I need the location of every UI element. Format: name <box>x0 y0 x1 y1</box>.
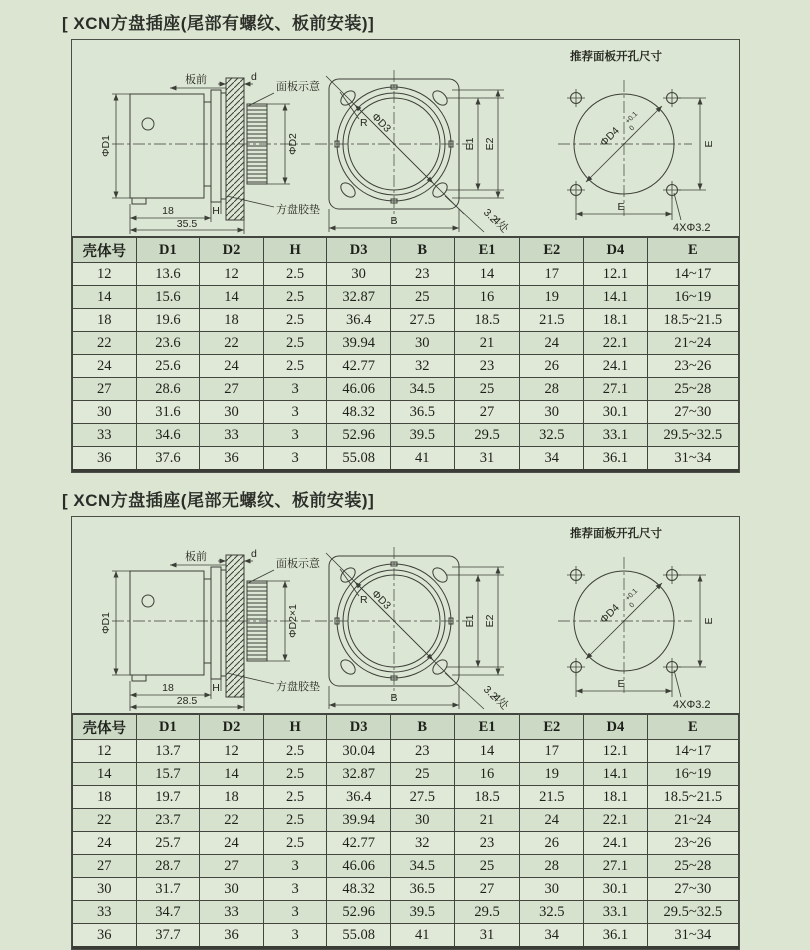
table-row <box>73 286 739 309</box>
dimension-cell: 17 <box>520 740 584 763</box>
dimension-cell: 37.7 <box>136 924 200 948</box>
dimension-cell: 22.1 <box>584 809 648 832</box>
dimension-cell: 25 <box>454 855 520 878</box>
dimension-cell: 28 <box>520 855 584 878</box>
dimension-cell: 21 <box>454 809 520 832</box>
dimension-cell: 2.5 <box>263 740 327 763</box>
dimension-cell: 30 <box>200 878 264 901</box>
dimension-cell: 23.6 <box>136 332 200 355</box>
dimension-cell: 19.6 <box>136 309 200 332</box>
dimension-cell: 31.6 <box>136 401 200 424</box>
technical-drawing <box>72 40 739 236</box>
table-row <box>73 378 739 401</box>
column-header: D3 <box>327 237 391 263</box>
table-row <box>73 447 739 471</box>
dimension-cell: 26 <box>520 355 584 378</box>
dimension-cell: 19 <box>520 763 584 786</box>
dim-label-h: H <box>212 205 220 217</box>
dimension-cell: 13.6 <box>136 263 200 286</box>
dimension-cell: 25~28 <box>647 855 738 878</box>
dimension-cell: 32.5 <box>520 424 584 447</box>
dimension-cell: 36.5 <box>390 878 454 901</box>
dimension-cell: 24 <box>200 832 264 855</box>
dim-label-e1: E1 <box>464 137 476 151</box>
d4-tolerance-lower: 0 <box>628 601 637 610</box>
dimension-cell: 28.7 <box>136 855 200 878</box>
dimension-cell: 32 <box>390 355 454 378</box>
dimension-cell: 2.5 <box>263 332 327 355</box>
dim-label-d4: ΦD4 <box>597 601 622 626</box>
table-row <box>73 424 739 447</box>
dimension-cell: 23~26 <box>647 355 738 378</box>
cutout-title: 推荐面板开孔尺寸 <box>570 528 662 540</box>
column-header: B <box>390 714 454 740</box>
radius-label: R <box>360 594 368 606</box>
dimension-cell: 16~19 <box>647 286 738 309</box>
dimension-cell: 23 <box>454 355 520 378</box>
table-row <box>73 878 739 901</box>
dimension-cell: 15.6 <box>136 286 200 309</box>
dimension-cell: 36.4 <box>327 786 391 809</box>
dimension-cell: 12.1 <box>584 740 648 763</box>
cutout-view-drawing <box>558 526 715 711</box>
shell-number-cell: 24 <box>73 832 137 855</box>
d4-tolerance-upper: +0.1 <box>624 110 640 126</box>
dim-label-18: 18 <box>162 205 174 217</box>
table-row <box>73 786 739 809</box>
column-header: 壳体号 <box>73 237 137 263</box>
dimension-cell: 24 <box>520 332 584 355</box>
d4-tolerance-lower: 0 <box>628 124 637 133</box>
column-header: E <box>647 714 738 740</box>
dimension-cell: 23 <box>390 740 454 763</box>
dimension-cell: 3 <box>263 924 327 948</box>
dimension-cell: 2.5 <box>263 263 327 286</box>
shell-number-cell: 24 <box>73 355 137 378</box>
dimension-cell: 33.1 <box>584 424 648 447</box>
dimension-cell: 16 <box>454 763 520 786</box>
dimension-cell: 52.96 <box>327 424 391 447</box>
shell-number-cell: 33 <box>73 424 137 447</box>
dimension-cell: 3 <box>263 424 327 447</box>
dimension-cell: 14 <box>200 763 264 786</box>
front-side-label: 板前 <box>185 551 207 563</box>
dimension-cell: 32 <box>390 832 454 855</box>
dimension-cell: 25 <box>454 378 520 401</box>
dim-label-e1: E1 <box>464 614 476 628</box>
dimension-cell: 2.5 <box>263 832 327 855</box>
dimension-cell: 55.08 <box>327 447 391 471</box>
technical-drawing <box>72 517 739 713</box>
shell-number-cell: 12 <box>73 263 137 286</box>
dimension-cell: 14.1 <box>584 763 648 786</box>
shell-number-cell: 18 <box>73 786 137 809</box>
section-title: [ XCN方盘插座(尾部无螺纹、板前安装)] <box>62 491 375 510</box>
shell-number-cell: 14 <box>73 763 137 786</box>
dim-label-b: B <box>390 692 398 704</box>
gasket-label: 方盘胶垫 <box>276 204 320 216</box>
dimension-cell: 18.5 <box>454 786 520 809</box>
dimension-cell: 13.7 <box>136 740 200 763</box>
dimension-cell: 31~34 <box>647 447 738 471</box>
column-header: E2 <box>520 714 584 740</box>
table-row <box>73 832 739 855</box>
front-view-drawing <box>315 547 512 712</box>
column-header: E1 <box>454 237 520 263</box>
dimension-cell: 30.1 <box>584 401 648 424</box>
dimension-cell: 21.5 <box>520 309 584 332</box>
dimension-cell: 27 <box>454 401 520 424</box>
shell-number-cell: 30 <box>73 401 137 424</box>
column-header: D4 <box>584 714 648 740</box>
dimension-cell: 31.7 <box>136 878 200 901</box>
column-header: D2 <box>200 714 264 740</box>
side-view-drawing <box>100 71 320 234</box>
dimension-cell: 23~26 <box>647 832 738 855</box>
dimension-cell: 17 <box>520 263 584 286</box>
dimension-cell: 23 <box>390 263 454 286</box>
dimension-cell: 12 <box>200 740 264 763</box>
dimension-cell: 31 <box>454 447 520 471</box>
column-header: D1 <box>136 714 200 740</box>
dimension-cell: 21~24 <box>647 332 738 355</box>
dimension-cell: 21~24 <box>647 809 738 832</box>
dimension-cell: 25.6 <box>136 355 200 378</box>
shell-number-cell: 33 <box>73 901 137 924</box>
dimension-cell: 18.5~21.5 <box>647 309 738 332</box>
table-row <box>73 809 739 832</box>
dimension-cell: 18.5 <box>454 309 520 332</box>
dim-label-e-vertical: E <box>703 617 715 625</box>
dimension-cell: 21 <box>454 332 520 355</box>
shell-number-cell: 30 <box>73 878 137 901</box>
dimension-cell: 55.08 <box>327 924 391 948</box>
column-header: H <box>263 714 327 740</box>
table-header-row <box>73 714 739 740</box>
dim-label-b: B <box>390 215 398 227</box>
dimension-cell: 34.5 <box>390 378 454 401</box>
shell-number-cell: 27 <box>73 378 137 401</box>
column-header: D1 <box>136 237 200 263</box>
panel-thickness-label: d <box>251 548 257 560</box>
dimension-cell: 3 <box>263 401 327 424</box>
section-unthreaded-tail <box>0 473 810 950</box>
dimension-cell: 27 <box>200 855 264 878</box>
column-header: D3 <box>327 714 391 740</box>
dimension-cell: 22 <box>200 332 264 355</box>
dimension-cell: 39.94 <box>327 809 391 832</box>
dimension-cell: 28 <box>520 378 584 401</box>
shell-number-cell: 18 <box>73 309 137 332</box>
dimension-cell: 28.6 <box>136 378 200 401</box>
dim-label-total: 28.5 <box>176 695 198 707</box>
dimension-cell: 22.1 <box>584 332 648 355</box>
dimension-cell: 30 <box>327 263 391 286</box>
dimension-cell: 41 <box>390 447 454 471</box>
section-title: [ XCN方盘插座(尾部有螺纹、板前安装)] <box>62 14 375 33</box>
dimension-cell: 15.7 <box>136 763 200 786</box>
dimension-cell: 39.5 <box>390 424 454 447</box>
dimension-cell: 3 <box>263 378 327 401</box>
dimension-cell: 3 <box>263 878 327 901</box>
dimension-cell: 31 <box>454 924 520 948</box>
cutout-holes-label: 4XΦ3.2 <box>673 699 711 711</box>
dimension-cell: 30 <box>520 878 584 901</box>
dim-label-d4: ΦD4 <box>597 124 622 149</box>
dim-label-h: H <box>212 682 220 694</box>
dimension-cell: 18.1 <box>584 786 648 809</box>
dimension-cell: 18.1 <box>584 309 648 332</box>
dimension-cell: 19 <box>520 286 584 309</box>
dimension-cell: 32.5 <box>520 901 584 924</box>
shell-number-cell: 14 <box>73 286 137 309</box>
front-side-label: 板前 <box>185 74 207 86</box>
dim-label-d1: ΦD1 <box>100 135 112 157</box>
dimension-cell: 48.32 <box>327 878 391 901</box>
dimension-cell: 27.1 <box>584 855 648 878</box>
dimension-cell: 34.7 <box>136 901 200 924</box>
hole-size-label: 3.2 <box>480 206 500 226</box>
dimension-cell: 36 <box>200 447 264 471</box>
dimension-cell: 16~19 <box>647 763 738 786</box>
dimension-cell: 30 <box>390 809 454 832</box>
dimension-cell: 2.5 <box>263 286 327 309</box>
dim-label-e-horizontal: E <box>617 201 625 213</box>
radius-label: R <box>360 117 368 129</box>
dim-label-18: 18 <box>162 682 174 694</box>
shell-number-cell: 36 <box>73 447 137 471</box>
dimension-cell: 25 <box>390 286 454 309</box>
dimension-table <box>72 713 739 949</box>
column-header: E1 <box>454 714 520 740</box>
shell-number-cell: 22 <box>73 332 137 355</box>
dimension-cell: 25.7 <box>136 832 200 855</box>
dimension-cell: 22 <box>200 809 264 832</box>
dimension-cell: 30.04 <box>327 740 391 763</box>
dimension-cell: 12.1 <box>584 263 648 286</box>
shell-number-cell: 22 <box>73 809 137 832</box>
dimension-cell: 23.7 <box>136 809 200 832</box>
dimension-cell: 25 <box>390 763 454 786</box>
dimension-cell: 33.1 <box>584 901 648 924</box>
table-row <box>73 763 739 786</box>
dimension-cell: 30.1 <box>584 878 648 901</box>
dimension-table <box>72 236 739 472</box>
dimension-cell: 3 <box>263 447 327 471</box>
table-row <box>73 309 739 332</box>
dimension-cell: 46.06 <box>327 855 391 878</box>
dimension-cell: 24 <box>520 809 584 832</box>
column-header: D2 <box>200 237 264 263</box>
dimension-cell: 24 <box>200 355 264 378</box>
cutout-title: 推荐面板开孔尺寸 <box>570 51 662 63</box>
dimension-cell: 27 <box>454 878 520 901</box>
dimension-cell: 19.7 <box>136 786 200 809</box>
dimension-cell: 34.6 <box>136 424 200 447</box>
gasket-label: 方盘胶垫 <box>276 681 320 693</box>
panel-note-label: 面板示意 <box>276 81 320 93</box>
dimension-cell: 3 <box>263 855 327 878</box>
column-header: E <box>647 237 738 263</box>
dim-label-d1: ΦD1 <box>100 612 112 634</box>
dimension-cell: 16 <box>454 286 520 309</box>
dimension-cell: 36.5 <box>390 401 454 424</box>
dimension-cell: 29.5 <box>454 424 520 447</box>
dimension-cell: 34 <box>520 924 584 948</box>
dimension-cell: 2.5 <box>263 786 327 809</box>
dim-label-e2: E2 <box>484 614 496 628</box>
dimension-cell: 24.1 <box>584 832 648 855</box>
dim-label-d3: ΦD3 <box>369 110 394 135</box>
dimension-cell: 41 <box>390 924 454 948</box>
column-header: 壳体号 <box>73 714 137 740</box>
dimension-cell: 36.1 <box>584 447 648 471</box>
dim-label-d3: ΦD3 <box>369 587 394 612</box>
dimension-cell: 33 <box>200 901 264 924</box>
hole-places-label: 4处 <box>489 214 511 236</box>
dimension-cell: 36.4 <box>327 309 391 332</box>
dimension-cell: 2.5 <box>263 355 327 378</box>
front-view-drawing <box>315 70 512 235</box>
dimension-cell: 29.5~32.5 <box>647 424 738 447</box>
dimension-cell: 14 <box>454 740 520 763</box>
dimension-cell: 14~17 <box>647 263 738 286</box>
dimension-cell: 36.1 <box>584 924 648 948</box>
dimension-cell: 27.1 <box>584 378 648 401</box>
dimension-cell: 39.94 <box>327 332 391 355</box>
dimension-cell: 30 <box>200 401 264 424</box>
cutout-holes-label: 4XΦ3.2 <box>673 222 711 234</box>
dimension-cell: 14.1 <box>584 286 648 309</box>
dimension-cell: 27 <box>200 378 264 401</box>
dimension-cell: 24.1 <box>584 355 648 378</box>
dimension-cell: 36 <box>200 924 264 948</box>
panel-note-label: 面板示意 <box>276 558 320 570</box>
dimension-cell: 30 <box>520 401 584 424</box>
dimension-cell: 27~30 <box>647 878 738 901</box>
dimension-cell: 34.5 <box>390 855 454 878</box>
dimension-cell: 29.5 <box>454 901 520 924</box>
dim-label-d2: ΦD2 <box>287 133 299 155</box>
dimension-cell: 2.5 <box>263 809 327 832</box>
dimension-cell: 27.5 <box>390 786 454 809</box>
dimension-cell: 25~28 <box>647 378 738 401</box>
dimension-cell: 31~34 <box>647 924 738 948</box>
table-row <box>73 855 739 878</box>
table-row <box>73 263 739 286</box>
dimension-cell: 33 <box>200 424 264 447</box>
column-header: D4 <box>584 237 648 263</box>
dimension-cell: 18 <box>200 786 264 809</box>
dimension-cell: 3 <box>263 901 327 924</box>
table-row <box>73 901 739 924</box>
dimension-cell: 34 <box>520 447 584 471</box>
table-row <box>73 740 739 763</box>
dimension-cell: 42.77 <box>327 832 391 855</box>
dimension-cell: 2.5 <box>263 309 327 332</box>
cutout-view-drawing <box>558 49 715 234</box>
dimension-cell: 18 <box>200 309 264 332</box>
shell-number-cell: 12 <box>73 740 137 763</box>
panel-thickness-label: d <box>251 71 257 83</box>
table-row <box>73 924 739 948</box>
table-row <box>73 332 739 355</box>
dimension-cell: 32.87 <box>327 286 391 309</box>
dim-label-e-horizontal: E <box>617 678 625 690</box>
dimension-cell: 14~17 <box>647 740 738 763</box>
column-header: E2 <box>520 237 584 263</box>
dim-label-d2: ΦD2×1 <box>287 604 299 638</box>
column-header: B <box>390 237 454 263</box>
table-row <box>73 401 739 424</box>
table-header-row <box>73 237 739 263</box>
shell-number-cell: 36 <box>73 924 137 948</box>
dimension-cell: 42.77 <box>327 355 391 378</box>
section-box <box>71 516 740 950</box>
section-box <box>71 39 740 473</box>
dimension-cell: 23 <box>454 832 520 855</box>
shell-number-cell: 27 <box>73 855 137 878</box>
table-row <box>73 355 739 378</box>
dimension-cell: 32.87 <box>327 763 391 786</box>
dimension-cell: 48.32 <box>327 401 391 424</box>
section-threaded-tail <box>0 0 810 473</box>
dim-label-e-vertical: E <box>703 140 715 148</box>
d4-tolerance-upper: +0.1 <box>624 587 640 603</box>
dimension-cell: 12 <box>200 263 264 286</box>
dimension-cell: 52.96 <box>327 901 391 924</box>
dimension-cell: 26 <box>520 832 584 855</box>
dimension-cell: 27~30 <box>647 401 738 424</box>
dimension-cell: 14 <box>200 286 264 309</box>
column-header: H <box>263 237 327 263</box>
dim-label-total: 35.5 <box>176 218 198 230</box>
dimension-cell: 14 <box>454 263 520 286</box>
dimension-cell: 2.5 <box>263 763 327 786</box>
hole-places-label: 4处 <box>489 691 511 713</box>
dim-label-e2: E2 <box>484 137 496 151</box>
dimension-cell: 37.6 <box>136 447 200 471</box>
dimension-cell: 27.5 <box>390 309 454 332</box>
dimension-cell: 18.5~21.5 <box>647 786 738 809</box>
dimension-cell: 46.06 <box>327 378 391 401</box>
side-view-drawing <box>100 548 320 711</box>
dimension-cell: 39.5 <box>390 901 454 924</box>
dimension-cell: 21.5 <box>520 786 584 809</box>
hole-size-label: 3.2 <box>480 683 500 703</box>
dimension-cell: 29.5~32.5 <box>647 901 738 924</box>
dimension-cell: 30 <box>390 332 454 355</box>
